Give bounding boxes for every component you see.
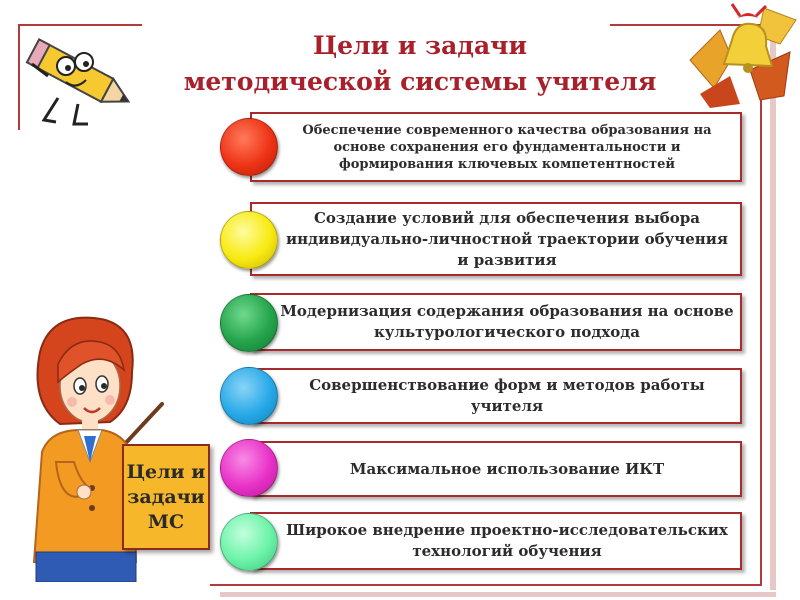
frame-top-line (18, 24, 142, 26)
goal-bullet-2 (220, 211, 278, 269)
goal-box-6 (250, 512, 742, 570)
goal-bullet-3 (220, 294, 278, 352)
goal-text-2: Создание условий для обеспечения выбора индивидуально-личностной траектории обучения и развития (286, 208, 728, 269)
page-title-line-1: Цели и задачи (312, 31, 528, 60)
goal-box-2 (250, 202, 742, 276)
goals-label-box (122, 444, 210, 550)
page-title (150, 28, 690, 100)
page-title-line-2: методической системы учителя (183, 67, 657, 96)
frame-left-line (18, 24, 20, 130)
goal-box-1 (250, 112, 742, 182)
goal-text-6: Широкое внедрение проектно-исследовательских технологий обучения (286, 521, 728, 560)
goal-text-1: Обеспечение современного качества образования на основе сохранения его фундаментальности и формирования ключевых компетентностей (302, 122, 712, 172)
goal-bullet-6 (220, 513, 278, 571)
goal-text-4: Совершенствование форм и методов работы учителя (309, 376, 705, 415)
goal-text-5: Максимальное использование ИКТ (349, 459, 665, 478)
goal-box-3 (250, 293, 742, 351)
bell-with-leaves-icon (680, 0, 800, 110)
goal-bullet-1 (220, 118, 278, 176)
goal-bullet-4 (220, 367, 278, 425)
goal-text-3: Модернизация содержания образования на основе культурологического подхода (280, 302, 734, 341)
frame-bottom-line (210, 584, 762, 586)
frame-bottom-shadow (220, 592, 776, 597)
goal-box-5 (250, 441, 742, 497)
goal-bullet-5 (220, 439, 278, 497)
goals-label-line-1: Цели и (126, 460, 206, 483)
goals-label-line-2: задачи (127, 485, 205, 508)
pencil-character-icon (22, 28, 142, 128)
goals-label-line-3: МС (147, 510, 185, 533)
frame-right-shadow (770, 30, 776, 590)
goal-box-4 (250, 368, 742, 424)
